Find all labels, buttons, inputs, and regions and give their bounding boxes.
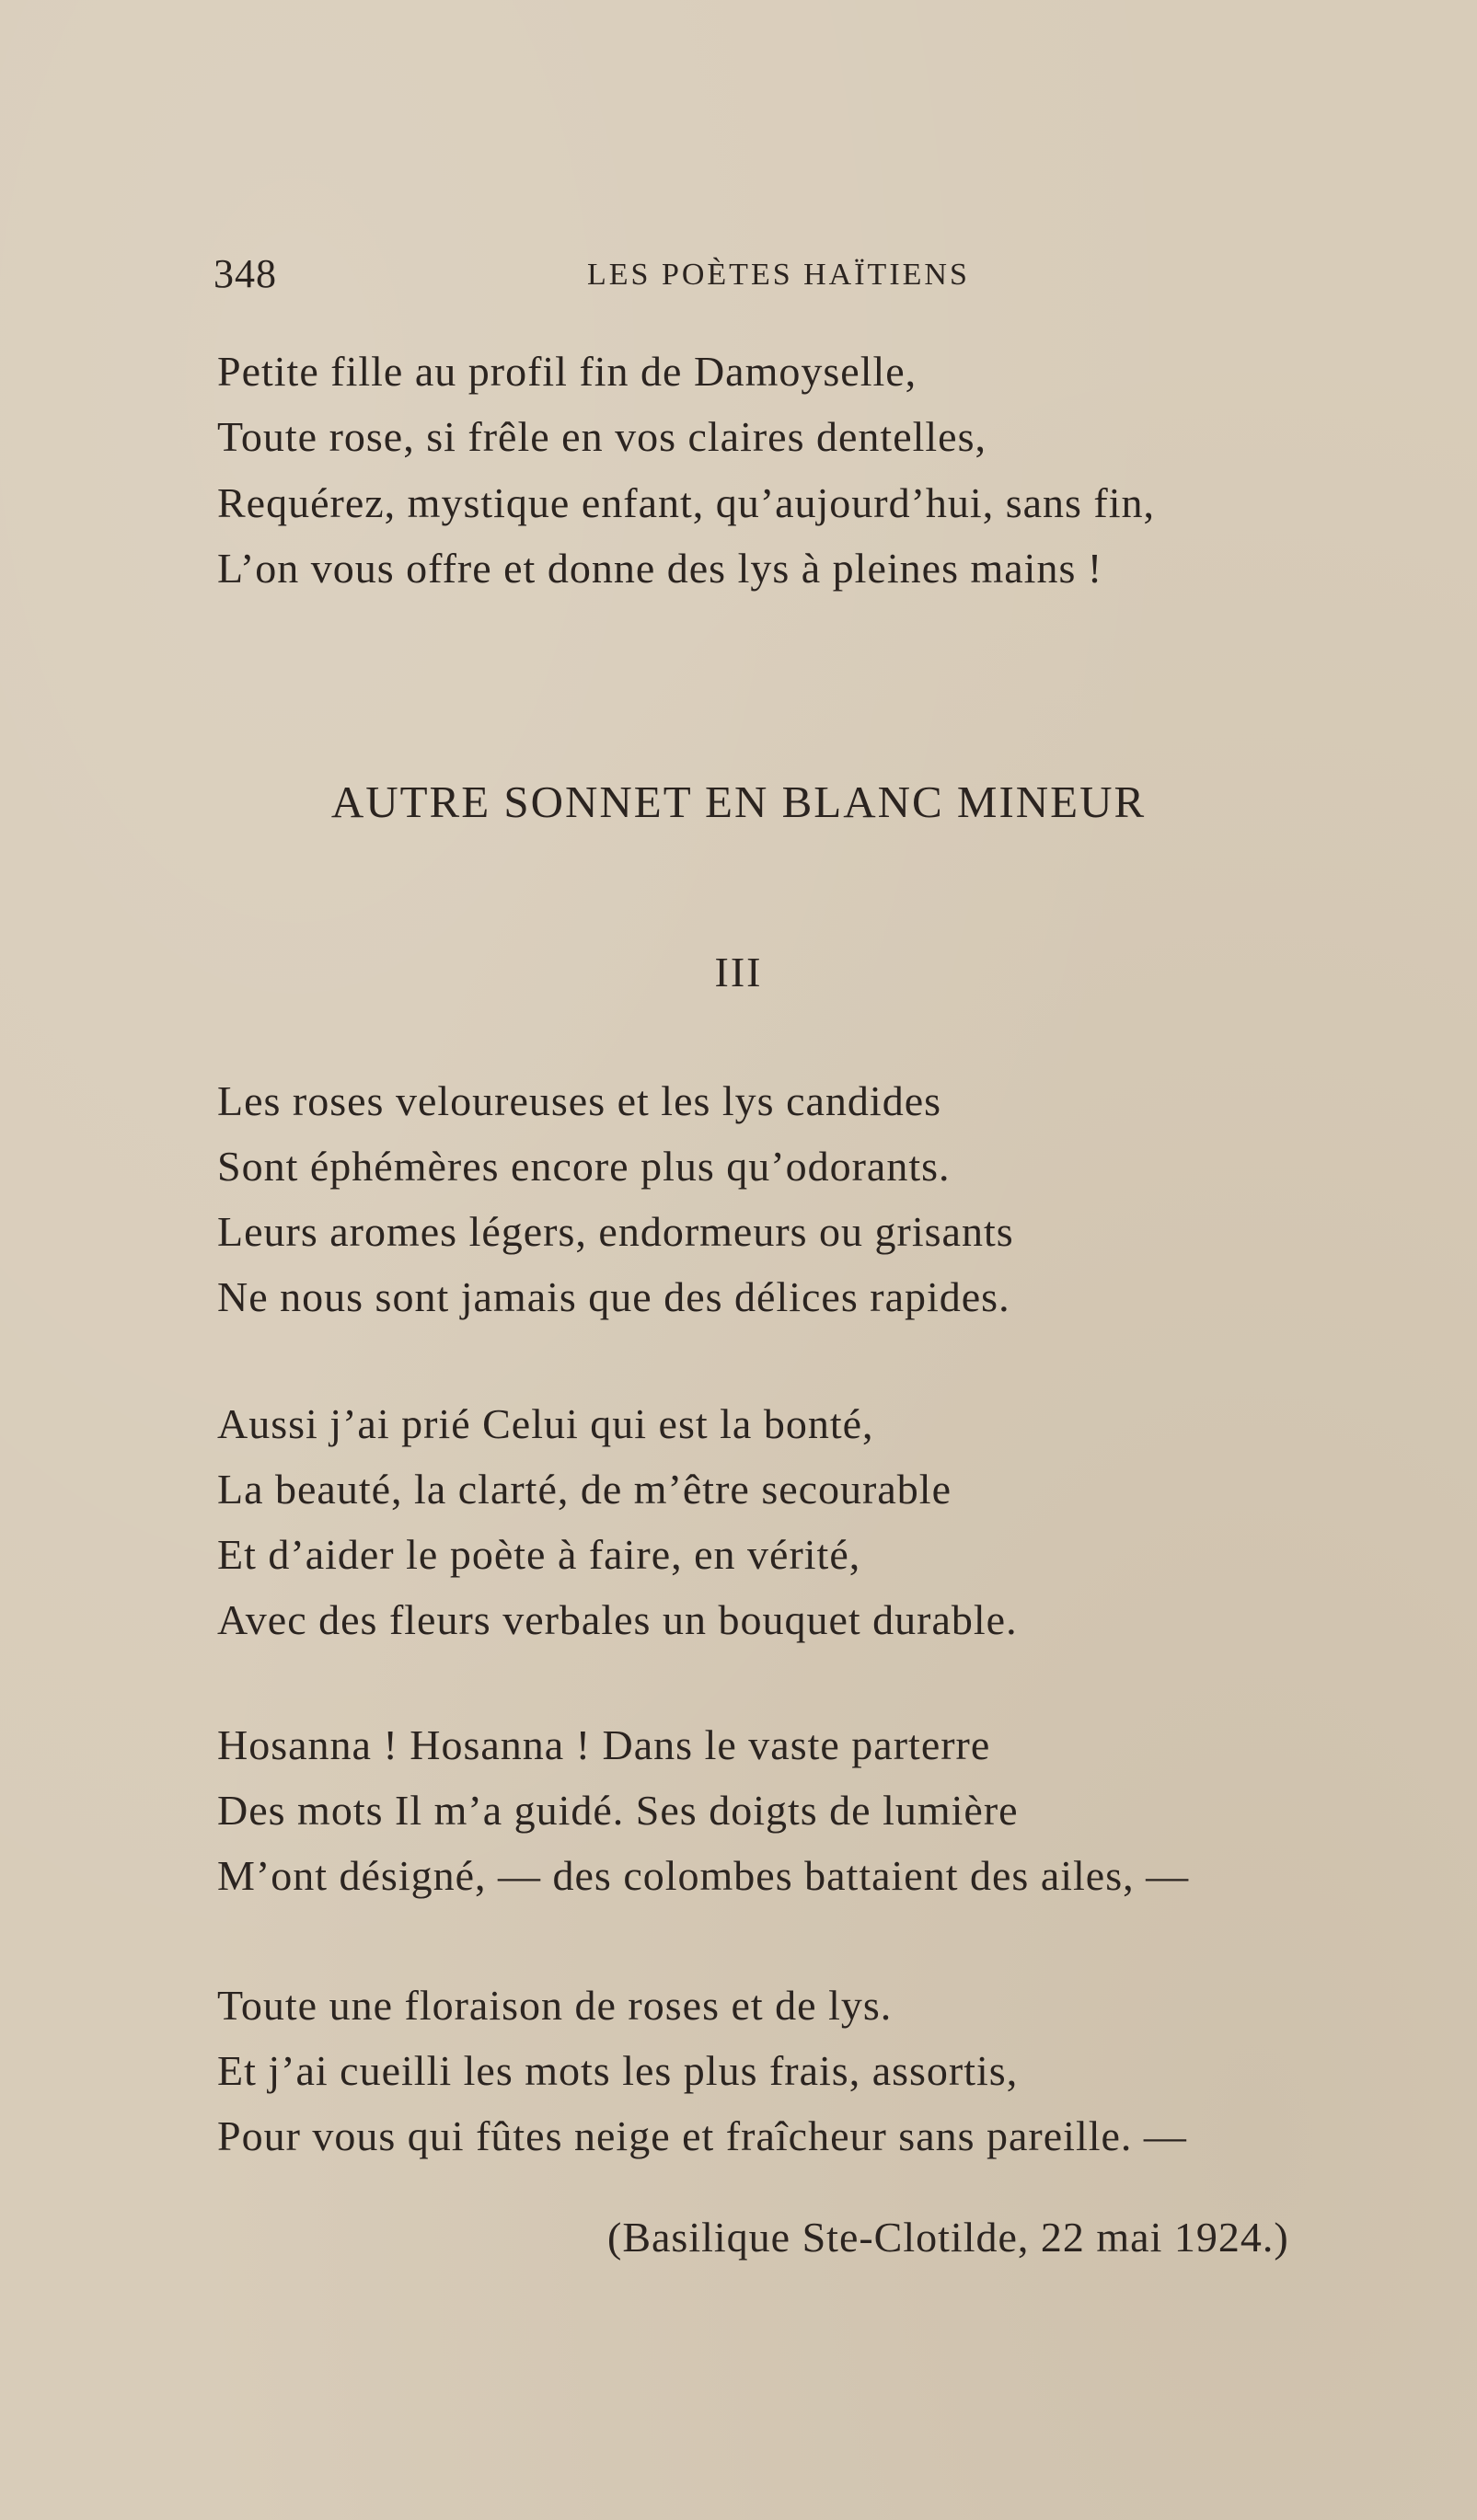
verse-line: Toute rose, si frêle en vos claires dentelles, <box>217 413 987 460</box>
verse-line: Requérez, mystique enfant, qu’aujourd’hui, sans fin, <box>217 479 1156 526</box>
verse-line: L’on vous offre et donne des lys à pleines mains ! <box>217 545 1103 592</box>
verse-line: Petite fille au profil fin de Damoyselle, <box>217 348 917 395</box>
verse-line: Ne nous sont jamais que des délices rapides. <box>217 1273 1010 1320</box>
poem-signature: (Basilique Ste-Clotilde, 22 mai 1924.) <box>607 2214 1289 2261</box>
verse-line: Sont éphémères encore plus qu’odorants. <box>217 1143 951 1190</box>
verse-line: Des mots Il m’a guidé. Ses doigts de lumière <box>217 1787 1019 1834</box>
poem-number: III <box>714 949 763 995</box>
verse-line: Hosanna ! Hosanna ! Dans le vaste parterre <box>217 1721 991 1768</box>
verse-line: Leurs aromes légers, endormeurs ou grisants <box>217 1208 1014 1255</box>
poem-title: AUTRE SONNET EN BLANC MINEUR <box>330 777 1147 827</box>
verse-line: Et j’ai cueilli les mots les plus frais, assortis, <box>217 2047 1019 2094</box>
verse-line: Avec des fleurs verbales un bouquet durable. <box>217 1596 1018 1643</box>
verse-line: La beauté, la clarté, de m’être secourable <box>217 1466 952 1513</box>
verse-line: Et d’aider le poète à faire, en vérité, <box>217 1531 861 1578</box>
verse-line: M’ont désigné, — des colombes battaient des ailes, — <box>217 1852 1190 1899</box>
page-number: 348 <box>213 251 277 296</box>
verse-line: Les roses veloureuses et les lys candides <box>217 1077 942 1124</box>
verse-line: Aussi j’ai prié Celui qui est la bonté, <box>217 1400 874 1447</box>
running-head: LES POÈTES HAÏTIENS <box>587 258 970 292</box>
verse-line: Toute une floraison de roses et de lys. <box>217 1982 893 2029</box>
verse-line: Pour vous qui fûtes neige et fraîcheur sans pareille. — <box>217 2112 1187 2159</box>
